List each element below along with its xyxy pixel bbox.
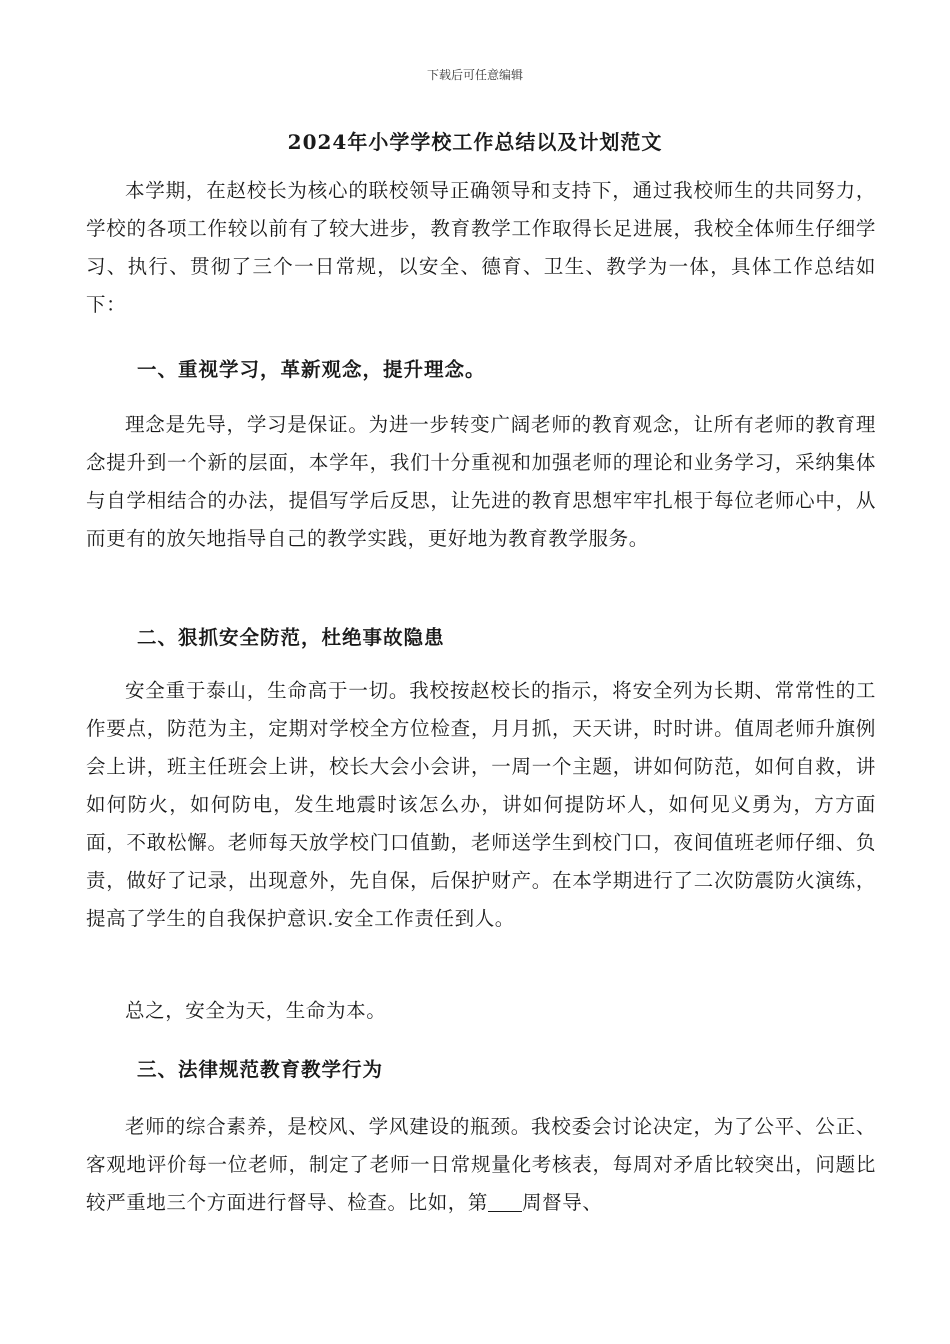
intro-paragraph: 本学期，在赵校长为核心的联校领导正确领导和支持下，通过我校师生的共同努力，学校的各项工作较以前有了较大进步，教育教学工作取得长足进展，我校全体师生仔细学习、执行、贯彻了三个一日常规，以安全、德育、卫生、教学为一体，具体工作总结如下： (86, 179, 876, 316)
section-3-text-b: 周督导、 (522, 1191, 603, 1214)
section-3-body (86, 1108, 876, 1222)
section-1-paragraph: 理念是先导，学习是保证。为进一步转变广阔老师的教育观念，让所有老师的教育理念提升到一个新的层面，本学年，我们十分重视和加强老师的理论和业务学习，采纳集体与自学相结合的办法，提倡写学后反思，让先进的教育思想牢牢扎根于每位老师心中，从而更有的放矢地指导自己的教学实践，更好地为教育教学服务。 (86, 413, 876, 550)
section-3-heading: 三、法律规范教育教学行为 (137, 1058, 384, 1081)
section-3-paragraph (86, 1108, 876, 1222)
section-1-heading: 一、重视学习，革新观念，提升理念。 (137, 358, 486, 381)
document-title: 2024年小学学校工作总结以及计划范文 (287, 130, 663, 154)
section-2-paragraph-1: 安全重于泰山，生命高于一切。我校按赵校长的指示，将安全列为长期、常常性的工作要点，防范为主，定期对学校全方位检查，月月抓，天天讲，时时讲。值周老师升旗例会上讲，班主任班会上讲，校长大会小会讲，一周一个主题，讲如何防范，如何自救，讲如何防火，如何防电，发生地震时该怎么办，讲如何提防坏人，如何见义勇为，方方面面，不敢松懈。老师每天放学校门口值勤，老师送学生到校门口，夜间值班老师仔细、负责，做好了记录，出现意外，先自保，后保护财产。在本学期进行了二次防震防火演练，提高了学生的自我保护意识.安全工作责任到人。 (86, 679, 876, 930)
section-2-summary (86, 992, 876, 1030)
section-2-body (86, 672, 876, 938)
intro-block (86, 172, 876, 324)
section-2-paragraph-2: 总之，安全为天，生命为本。 (125, 999, 387, 1022)
section-2-heading: 二、狠抓安全防范，杜绝事故隐患 (137, 626, 445, 649)
fill-in-blank (488, 1192, 522, 1213)
section-3-text-a: 老师的综合素养，是校风、学风建设的瓶颈。我校委会讨论决定，为了公平、公正、客观地评价每一位老师，制定了老师一日常规量化考核表，每周对矛盾比较突出，问题比较严重地三个方面进行督导、检查。比如，第 (86, 1115, 876, 1214)
section-1-body (86, 406, 876, 558)
header-note: 下载后可任意编辑 (426, 68, 523, 82)
